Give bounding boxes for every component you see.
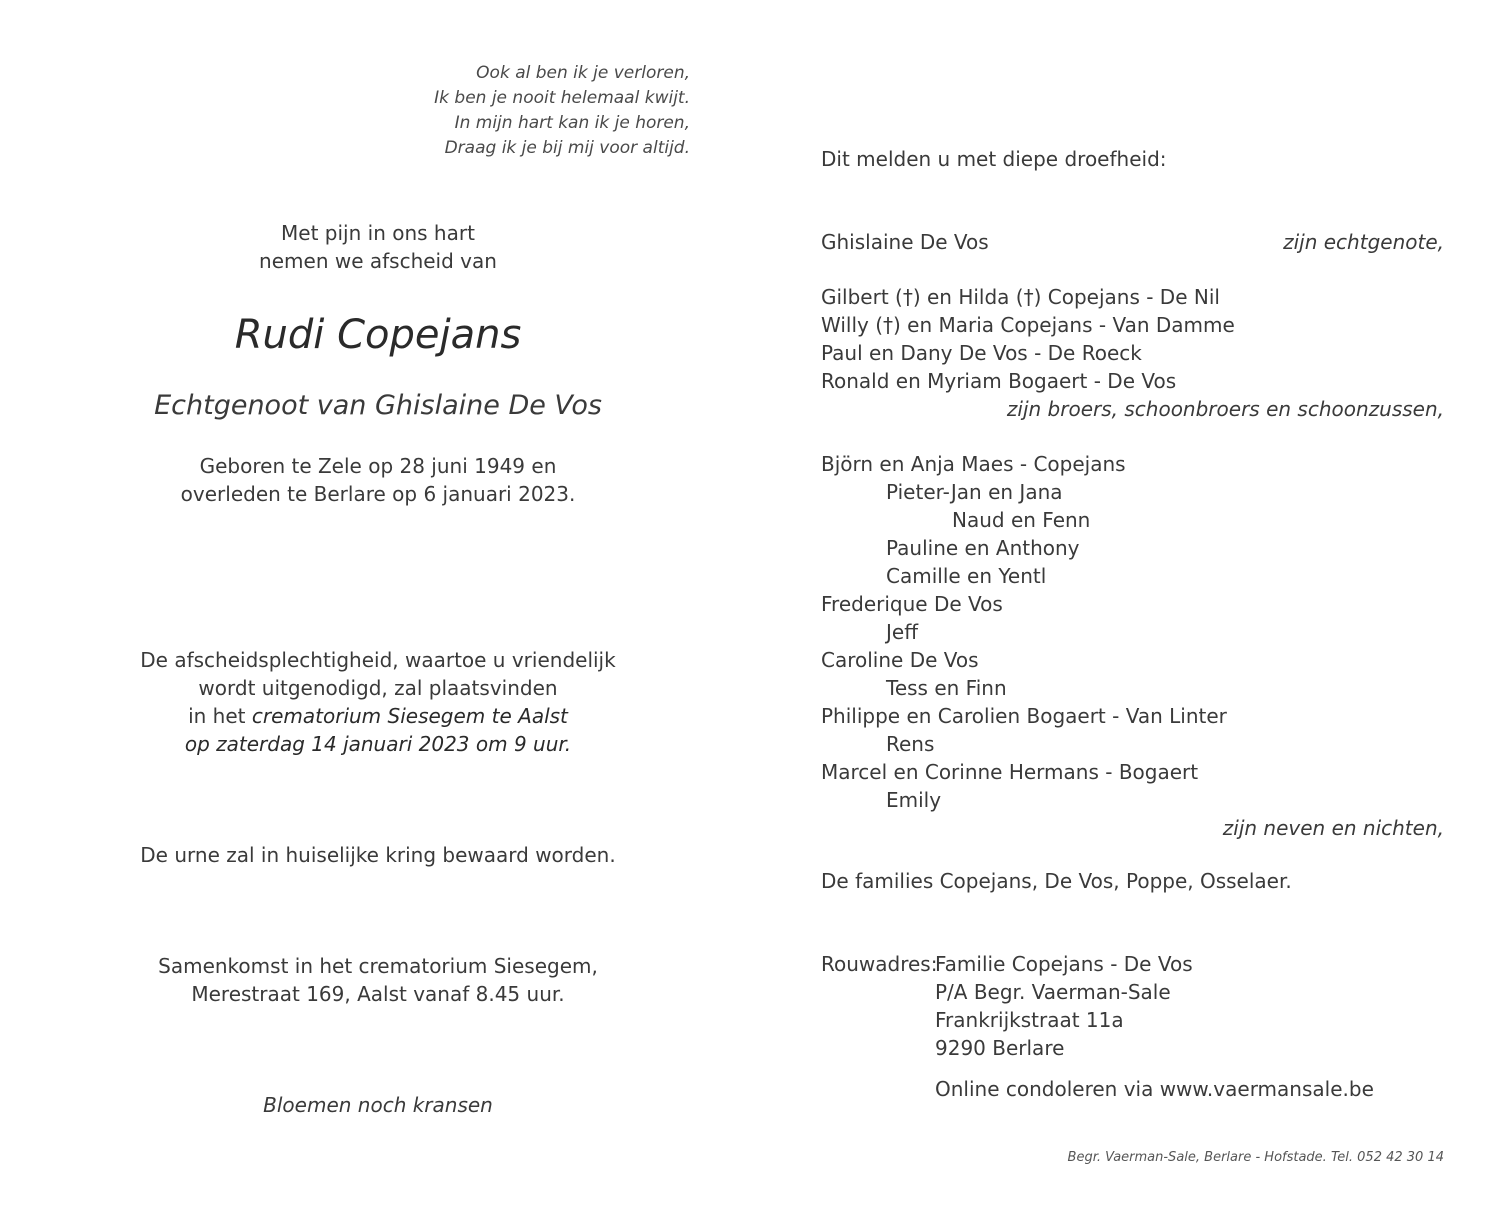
mourning-address: [821, 950, 1444, 1062]
address-line: 9290 Berlare: [935, 1036, 1065, 1060]
nephews-list: [821, 450, 1444, 842]
nephew-row: Philippe en Carolien Bogaert - Van Linter: [821, 704, 1227, 728]
poem-line: In mijn hart kan ik je horen,: [454, 113, 690, 133]
nephew-row: Björn en Anja Maes - Copejans: [821, 452, 1126, 476]
ceremony-prefix: in het: [188, 704, 252, 728]
announcement: Dit melden u met diepe droefheid:: [821, 147, 1167, 171]
gathering-info: [78, 952, 678, 1008]
sibling-row: Ronald en Myriam Bogaert - De Vos: [821, 369, 1177, 393]
ceremony-info: [78, 646, 678, 758]
address-line: Familie Copejans - De Vos: [935, 952, 1193, 976]
flowers-note: Bloemen noch kransen: [263, 1093, 493, 1117]
poem-line: Ook al ben ik je verloren,: [476, 63, 690, 83]
address-first-line: [821, 950, 1444, 978]
nephew-row: Naud en Fenn: [952, 508, 1091, 532]
nephew-row: Camille en Yentl: [886, 564, 1047, 588]
footer-undertaker: Begr. Vaerman-Sale, Berlare - Hofstade. Tel. 052 42 30 14: [1067, 1150, 1444, 1165]
ceremony-place: crematorium Siesegem te Aalst: [251, 704, 568, 728]
life-line: overleden te Berlare op 6 januari 2023.: [180, 482, 576, 506]
nephew-row: Tess en Finn: [886, 676, 1007, 700]
nephew-row: Rens: [886, 732, 935, 756]
nephew-row: Pieter-Jan en Jana: [886, 480, 1063, 504]
intro-text: [128, 219, 628, 275]
spouse-role: zijn echtgenote,: [1283, 230, 1444, 254]
poem-line: Ik ben je nooit helemaal kwijt.: [434, 88, 690, 108]
nephew-row: Caroline De Vos: [821, 648, 979, 672]
nephew-row: Marcel en Corinne Hermans - Bogaert: [821, 760, 1199, 784]
ceremony-line: wordt uitgenodigd, zal plaatsvinden: [198, 676, 558, 700]
poem: [330, 61, 690, 161]
sibling-row: Paul en Dany De Vos - De Roeck: [821, 341, 1142, 365]
intro-line: Met pijn in ons hart: [281, 221, 475, 245]
urn-note: De urne zal in huiselijke kring bewaard worden.: [140, 843, 616, 867]
ceremony-date: op zaterdag 14 januari 2023 om 9 uur.: [184, 732, 572, 756]
intro-line: nemen we afscheid van: [259, 249, 497, 273]
families-line: De families Copejans, De Vos, Poppe, Osselaer.: [821, 869, 1292, 893]
sibling-row: Gilbert (†) en Hilda (†) Copejans - De Nil: [821, 285, 1220, 309]
address-line: Frankrijkstraat 11a: [935, 1008, 1124, 1032]
nephew-row: Frederique De Vos: [821, 592, 1003, 616]
siblings-list: [821, 283, 1444, 423]
address-line: P/A Begr. Vaerman-Sale: [935, 980, 1171, 1004]
spouse-name: Ghislaine De Vos: [821, 230, 989, 254]
spouse-row: [821, 228, 1444, 256]
nephew-row: Jeff: [886, 620, 918, 644]
nephew-row: Emily: [886, 788, 942, 812]
address-label: Rouwadres:: [821, 952, 938, 976]
life-line: Geboren te Zele op 28 juni 1949 en: [199, 454, 557, 478]
gathering-line: Samenkomst in het crematorium Siesegem,: [158, 954, 598, 978]
ceremony-line: [78, 702, 678, 730]
sibling-row: Willy (†) en Maria Copejans - Van Damme: [821, 313, 1235, 337]
gathering-line: Merestraat 169, Aalst vanaf 8.45 uur.: [191, 982, 565, 1006]
online-condolence: Online condoleren via www.vaermansale.be: [935, 1077, 1374, 1101]
nephew-row: Pauline en Anthony: [886, 536, 1080, 560]
poem-line: Draag ik je bij mij voor altijd.: [444, 138, 690, 158]
deceased-name: Rudi Copejans: [234, 312, 522, 358]
spouse-line: Echtgenoot van Ghislaine De Vos: [154, 390, 602, 421]
ceremony-line: De afscheidsplechtigheid, waartoe u vriendelijk: [140, 648, 616, 672]
nephews-role: zijn neven en nichten,: [1222, 816, 1444, 840]
birth-death-dates: [78, 452, 678, 508]
siblings-role: zijn broers, schoonbroers en schoonzussen,: [1006, 397, 1444, 421]
